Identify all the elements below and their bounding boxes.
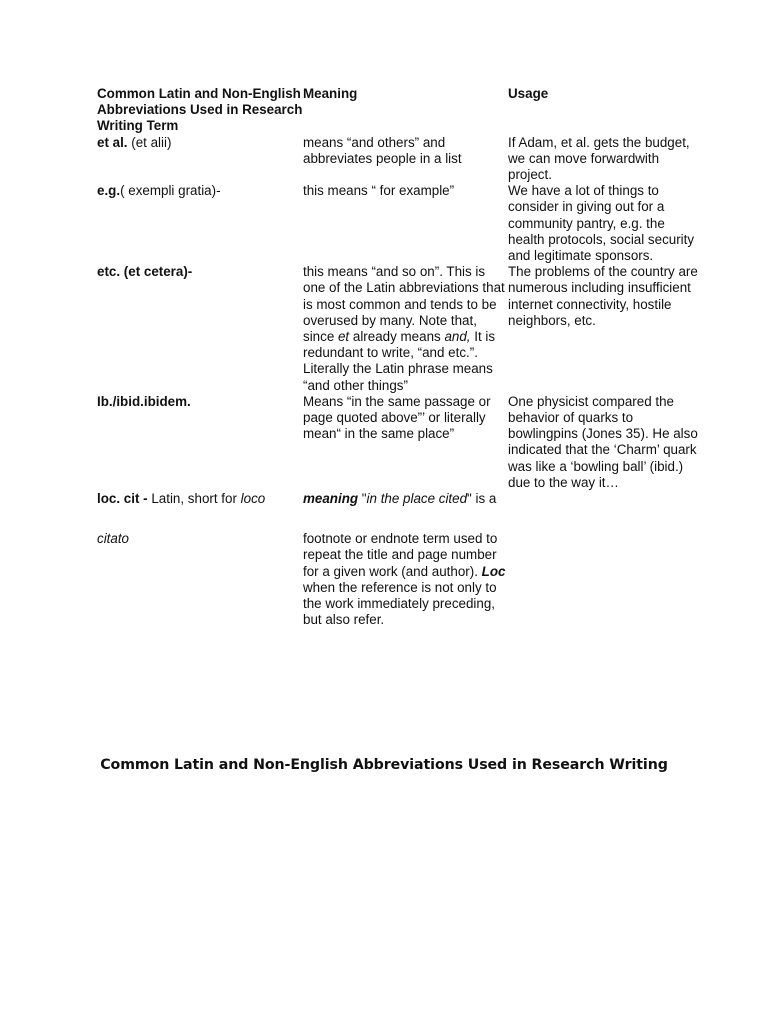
header-term: Common Latin and Non-English Abbreviations Used in Research Writing Term xyxy=(97,86,303,134)
table-spacer xyxy=(97,507,703,531)
meaning-italic-text: in the place cited xyxy=(366,491,468,507)
term-cell xyxy=(97,183,303,264)
meaning-text: when the reference is not only to the work immediately preceding, but also refer. xyxy=(303,579,497,628)
term-cell xyxy=(97,264,303,394)
meaning-cell xyxy=(303,264,508,394)
table-header-row xyxy=(97,86,703,135)
term-abbreviation: Ib./ibid.ibidem. xyxy=(97,393,191,409)
usage-cell: One physicist compared the behavior of quarks to bowlingpins (Jones 35). He also indicated that the ‘Charm’ quark was like a ‘bowling ball’ (ibid.) due to the way it… xyxy=(508,393,698,490)
table-row xyxy=(97,264,703,394)
header-meaning: Meaning xyxy=(303,86,358,101)
meaning-italic-text: and, xyxy=(444,329,471,345)
table-caption: Common Latin and Non-English Abbreviations Used in Research Writing xyxy=(100,757,668,773)
table-row xyxy=(97,491,703,507)
table-row xyxy=(97,531,703,628)
meaning-text: It is redundant to write, “and etc.”. Literally the Latin phrase means “and other things” xyxy=(303,329,496,393)
term-cell xyxy=(97,491,303,507)
term-cell xyxy=(97,394,303,491)
meaning-cell xyxy=(303,531,508,628)
usage-cell: We have a lot of things to consider in giving out for a community pantry, e.g. the health protocols, social security and legitimate sponsors. xyxy=(508,183,695,264)
meaning-text: footnote or endnote term used to repeat the title and page number for a given work (and author). xyxy=(303,531,498,579)
meaning-cell xyxy=(303,491,508,507)
header-usage: Usage xyxy=(508,86,549,101)
term-italic-text: loco xyxy=(240,491,266,507)
term-expansion: Latin, short for xyxy=(151,491,241,507)
usage-cell xyxy=(508,491,703,507)
usage-cell: The problems of the country are numerous including insufficient internet connectivity, hostile neighbors, etc. xyxy=(508,264,698,328)
term-italic-text: citato xyxy=(97,531,130,547)
table-row xyxy=(97,183,703,264)
meaning-bold-italic-text: Loc xyxy=(481,563,506,579)
abbreviations-table xyxy=(97,86,703,629)
usage-cell xyxy=(508,531,703,628)
term-abbreviation: loc. cit - xyxy=(97,491,152,507)
term-cell xyxy=(97,531,303,628)
meaning-cell: Means “in the same passage or page quoted above”’ or literally mean“ in the same place” xyxy=(303,393,491,442)
term-expansion: ( exempli gratia)- xyxy=(120,183,221,199)
meaning-text: this means “and so on”. This is one of the Latin abbreviations that is most common and tends to be overused by many. Note that, since xyxy=(303,264,505,345)
usage-cell: If Adam, et al. gets the budget, we can move forwardwith project. xyxy=(508,134,690,183)
meaning-text: " xyxy=(358,491,367,507)
term-abbreviation: etc. (et cetera)- xyxy=(97,264,193,280)
term-abbreviation: et al. xyxy=(97,134,128,150)
table-row xyxy=(97,394,703,491)
term-cell xyxy=(97,135,303,184)
meaning-cell: means “and others” and abbreviates people in a list xyxy=(303,134,462,166)
term-abbreviation: e.g. xyxy=(97,183,121,199)
table-row xyxy=(97,135,703,184)
meaning-text: already means xyxy=(349,329,445,345)
meaning-italic-text: et xyxy=(337,329,350,345)
meaning-cell: this means “ for example” xyxy=(303,183,455,199)
term-expansion: (et alii) xyxy=(127,134,172,150)
meaning-bold-italic-text: meaning xyxy=(303,491,359,507)
meaning-text: " is a xyxy=(467,491,497,507)
